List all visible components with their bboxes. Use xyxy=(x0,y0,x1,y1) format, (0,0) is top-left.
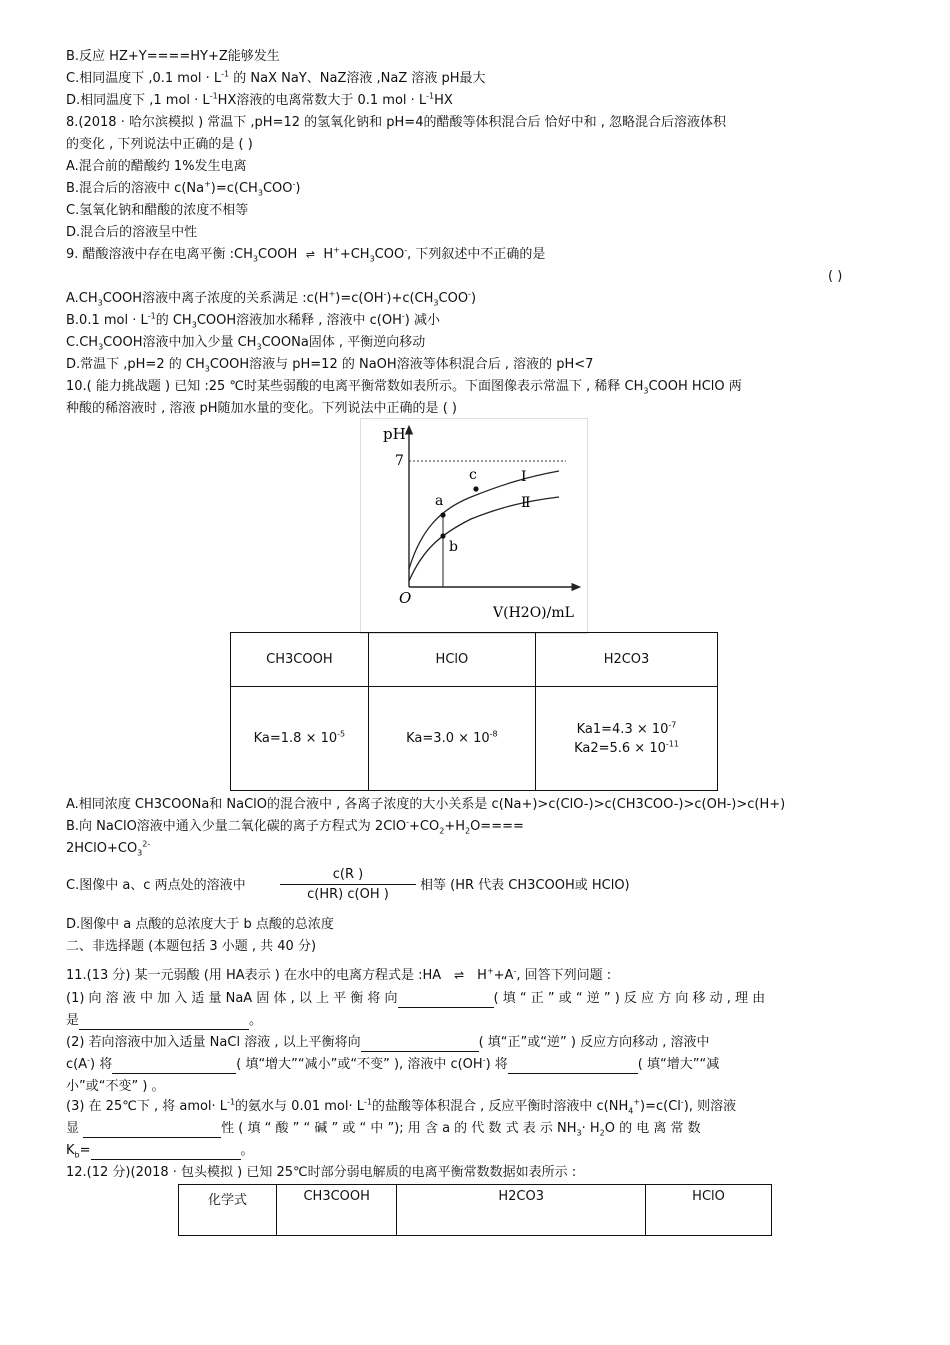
ka-table xyxy=(230,632,718,791)
answer-blank[interactable] xyxy=(361,1038,479,1052)
origin-label: O xyxy=(399,589,412,607)
q8-option-b: B.混合后的溶液中 $c(Na^+)=c(CH_3COO^-)$ xyxy=(66,179,301,198)
q7-option-d: D.相同温度下 ,1 mol · $L^{-1}HX$溶液的电离常数大于 0.1 mol · $L^{-1}HX$ xyxy=(66,91,453,108)
ka-table-header: H2CO3 xyxy=(536,633,718,687)
point-c-dot xyxy=(473,486,478,491)
fraction-denominator: c(HR) c(OH ) xyxy=(280,884,416,905)
answer-blank[interactable] xyxy=(83,1124,221,1138)
q9-option-d: D.常温下 ,pH=2 的 $CH_3COOH$溶液与 pH=12 的 NaOH溶液等体积混合后 , 溶液的 pH<7 xyxy=(66,357,594,374)
point-b-label: b xyxy=(449,539,458,555)
ka-table-cell: $Ka=1.8 \times 10^{-5}$ xyxy=(231,687,369,791)
answer-blank[interactable] xyxy=(112,1060,236,1074)
point-a-label: a xyxy=(435,493,444,509)
equilibrium-arrow-icon: ⇌ xyxy=(305,248,315,261)
ka-table-header: HClO xyxy=(368,633,535,687)
equilibrium-arrow-icon: ⇌ xyxy=(454,968,465,982)
q9-answer-paren: ( ) xyxy=(828,269,843,284)
q8-option-a: A.混合前的醋酸约 1%发生电离 xyxy=(66,159,247,174)
q11-part2-cont: c(A-) 将 ( 填“增大”“减小”或“不变” ), 溶液中 c(OH-) 将 ( 填“增大”“减 xyxy=(66,1055,720,1072)
q11-part1: (1) 向 溶 液 中 加 入 适 量 NaA 固 体 , 以 上 平 衡 将 向 ( 填 “ 正 ” 或 “ 逆 ” ) 反 应 方 向 移 动 , 理 由 xyxy=(66,991,766,1006)
q8-option-c: C.氢氧化钠和醋酸的浓度不相等 xyxy=(66,203,249,218)
q9-option-a: $A.CH_3COOH$溶液中离子浓度的关系满足 $:c(H^+)=c(OH^-)+c(CH_3COO^-)$ xyxy=(66,289,477,308)
q12-table xyxy=(178,1184,772,1236)
ka-table-cell: $Ka=3.0 \times 10^{-8}$ xyxy=(368,687,535,791)
answer-blank[interactable] xyxy=(508,1060,638,1074)
y-tick-7: 7 xyxy=(395,453,404,469)
x-axis-label: V(H2O)/mL xyxy=(493,605,574,621)
fraction-expression xyxy=(280,866,416,905)
q10-option-b-cont: $2HClO+CO_3^{2-}$ xyxy=(66,839,151,858)
curve-one xyxy=(409,471,559,569)
answer-blank[interactable] xyxy=(79,1016,249,1030)
q8-stem-line2: 的变化 , 下列说法中正确的是 ( ) xyxy=(66,137,253,152)
answer-blank[interactable] xyxy=(398,994,494,1008)
q8-option-d: D.混合后的溶液呈中性 xyxy=(66,225,198,240)
point-a-dot xyxy=(440,512,445,517)
graph-svg xyxy=(361,419,587,633)
ka-table-header: CH3COOH xyxy=(231,633,369,687)
section-heading: 二、非选择题 (本题包括 3 小题 , 共 40 分) xyxy=(66,939,317,954)
q10-option-b: B.向 NaClO溶液中通入少量二氧化碳的离子方程式为 $2ClO^-+CO_2+H_2O====$ xyxy=(66,817,524,836)
q11-part1-cont: 是 。 xyxy=(66,1013,263,1028)
q9-stem: 9. 醋酸溶液中存在电离平衡 $:CH_3COOH$ ⇌ $H^++CH_3COO^-$, 下列叙述中不正确的是 xyxy=(66,245,546,264)
q12-table-header: CH3COOH xyxy=(277,1185,397,1236)
q11-part2: (2) 若向溶液中加入适量 NaCl 溶液 , 以上平衡将向 ( 填“正”或“逆” ) 反应方向移动 , 溶液中 xyxy=(66,1035,710,1050)
fraction-numerator: c(R ) xyxy=(332,867,364,882)
point-c-label: c xyxy=(469,467,477,483)
curve-one-label: Ⅰ xyxy=(521,469,527,485)
q7-option-b: B.反应 HZ+Y====HY+Z能够发生 xyxy=(66,49,280,64)
q10-stem-line1: 10.( 能力挑战题 ) 已知 :25 ℃时某些弱酸的电离平衡常数如表所示。下面图像表示常温下 , 稀释 $CH_3COOH$ HClO 两 xyxy=(66,379,742,396)
q11-part3-cont: 显 性 ( 填 “ 酸 ” “ 碱 ” 或 “ 中 ”); 用 含 a 的 代 数 式 表 示 $NH_3\cdot H_2O$ 的 电 离 常 数 xyxy=(66,1121,701,1138)
y-axis-label: pH xyxy=(383,425,406,443)
q10-stem-line2: 种酸的稀溶液时 , 溶液 pH随加水量的变化。下列说法中正确的是 ( ) xyxy=(66,401,457,416)
answer-blank[interactable] xyxy=(91,1146,241,1160)
q10-option-a: A.相同浓度 CH3COONa和 NaClO的混合液中 , 各离子浓度的大小关系是 c(Na+)>c(ClO-)>c(CH3COO-)>c(OH-)>c(H+) xyxy=(66,797,786,812)
q12-table-header: HClO xyxy=(646,1185,772,1236)
q9-option-b: B.0.1 mol · $L^{-1}$的 $CH_3COOH$溶液加水稀释 , 溶液中 c(OH-) 减小 xyxy=(66,311,440,330)
q10-option-c: C.图像中 a、c 两点处的溶液中 xyxy=(66,878,246,893)
ka-table-cell: $Ka1=4.3 \times 10^{-7}$ $Ka2=5.6 \times 10^{-11}$ xyxy=(536,687,718,791)
q10-option-d: D.图像中 a 点酸的总浓度大于 b 点酸的总浓度 xyxy=(66,917,334,932)
q11-part2-end: 小”或“不变” ) 。 xyxy=(66,1079,165,1094)
q10-option-c-tail: 相等 (HR 代表 CH3COOH或 HClO) xyxy=(420,878,630,893)
curve-two-label: Ⅱ xyxy=(521,495,531,511)
q12-stem: 12.(12 分)(2018 · 包头模拟 ) 已知 25℃时部分弱电解质的电离平衡常数数据如表所示 : xyxy=(66,1165,577,1180)
ph-dilution-graph xyxy=(360,418,588,634)
curve-two xyxy=(409,497,559,581)
q12-table-header: H2CO3 xyxy=(397,1185,646,1236)
q12-table-header: 化学式 xyxy=(179,1185,277,1236)
q11-stem: 11.(13 分) 某一元弱酸 (用 HA表示 ) 在水中的电离方程式是 :HA ⇌ H++A-, 回答下列问题 : xyxy=(66,966,612,983)
q8-stem-line1: 8.(2018 · 哈尔滨模拟 ) 常温下 ,pH=12 的氢氧化钠和 pH=4的醋酸等体积混合后 恰好中和 , 忽略混合后溶液体积 xyxy=(66,115,727,130)
q11-part3-end: $K_b=$ 。 xyxy=(66,1143,254,1160)
point-b-dot xyxy=(440,533,445,538)
q9-option-c: $C.CH_3COOH$溶液中加入少量 $CH_3COONa$固体 , 平衡逆向移动 xyxy=(66,335,426,352)
q7-option-c: C.相同温度下 ,0.1 mol · $L^{-1}$ 的 NaX NaY、NaZ溶液 ,NaZ 溶液 pH最大 xyxy=(66,69,486,86)
q11-part3: (3) 在 25℃下 , 将 amol· $L^{-1}$的氨水与 0.01 $mol\cdot L^{-1}$的盐酸等体积混合 , 反应平衡时溶液中 $c(NH_4^+)=c(Cl^-)$, 则溶液 xyxy=(66,1097,737,1116)
